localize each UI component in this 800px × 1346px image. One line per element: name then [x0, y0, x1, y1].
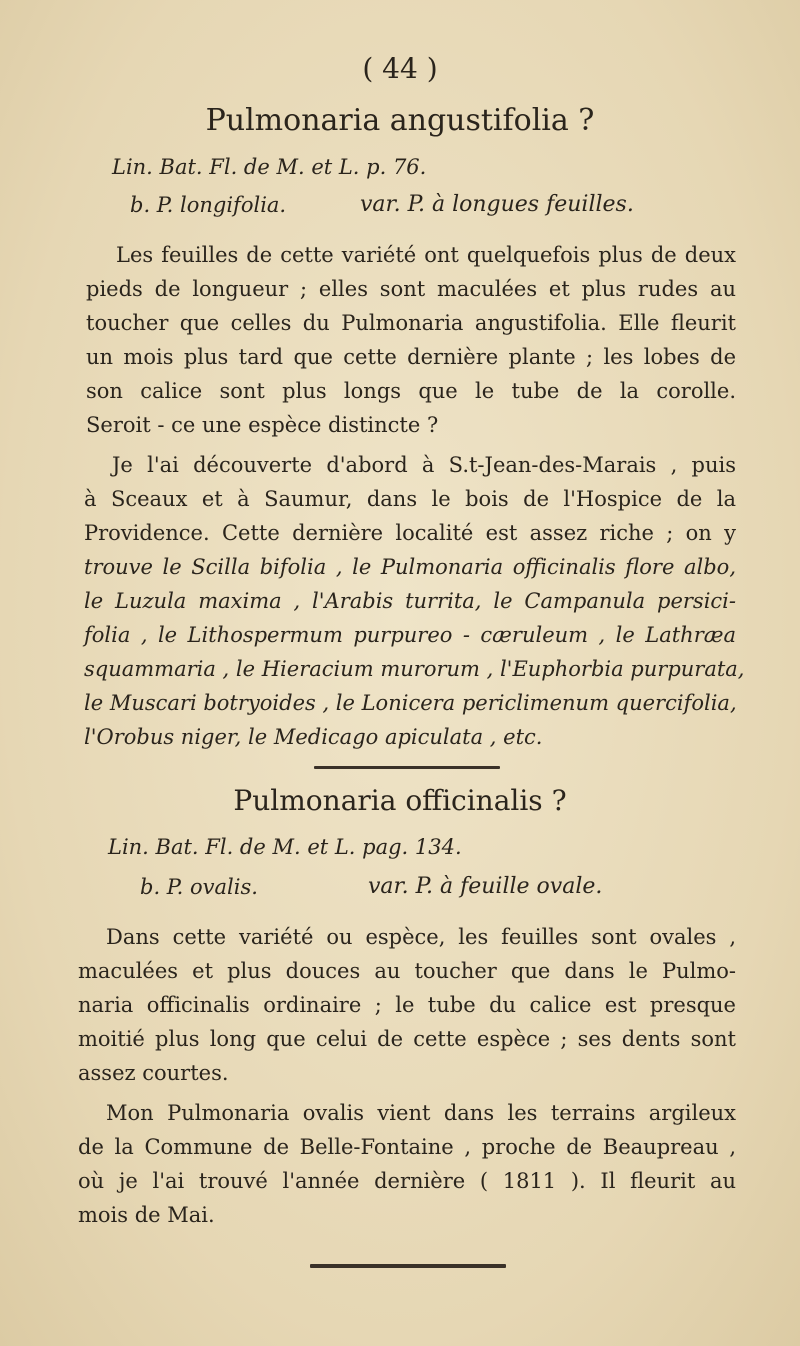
s1p1-line: Seroit - ce une espèce distincte ?	[86, 413, 439, 437]
s1p1-line: pieds de longueur ; elles sont maculées et plus rudes au	[86, 277, 736, 301]
s2p2-line: Mon Pulmonaria ovalis vient dans les terrains argileux	[106, 1101, 736, 1125]
s2p1-line: assez courtes.	[78, 1061, 229, 1085]
s1p1-line: un mois plus tard que cette dernière plante ; les lobes de	[86, 345, 736, 369]
s1p2-line: trouve le Scilla bifolia , le Pulmonaria officinalis flore albo,	[84, 555, 736, 579]
s1p2-line: Je l'ai découverte d'abord à S.t-Jean-des-Marais , puis	[112, 453, 736, 477]
s1p2-line: squammaria , le Hieracium murorum , l'Euphorbia purpurata,	[84, 657, 745, 681]
s2p1-line: maculées et plus douces au toucher que dans le Pulmo-	[78, 959, 736, 983]
section1-variety-label: var. P. à longues feuilles.	[360, 192, 634, 217]
s2p2-line: de la Commune de Belle-Fontaine , proche de Beaupreau ,	[78, 1135, 736, 1159]
section1-reference: Lin. Bat. Fl. de M. et L. p. 76.	[112, 155, 427, 179]
s1p2-line: à Sceaux et à Saumur, dans le bois de l'Hospice de la	[84, 487, 736, 511]
s1p2-line: l'Orobus niger, le Medicago apiculata , etc.	[84, 725, 543, 749]
section-title-angustifolia: Pulmonaria angustifolia ?	[205, 103, 595, 138]
section2-variety-label: var. P. à feuille ovale.	[368, 874, 603, 899]
s2p1-line: naria officinalis ordinaire ; le tube du calice est presque	[78, 993, 736, 1017]
section2-variety-code: b. P. ovalis.	[140, 875, 258, 899]
page-number: ( 44 )	[362, 52, 438, 85]
end-rule	[310, 1264, 506, 1268]
s1p1-line: Les feuilles de cette variété ont quelquefois plus de deux	[116, 243, 736, 267]
s2p1-line: Dans cette variété ou espèce, les feuilles sont ovales ,	[106, 925, 736, 949]
section-title-officinalis: Pulmonaria officinalis ?	[233, 784, 567, 817]
s2p2-line: mois de Mai.	[78, 1203, 215, 1227]
s2p2-line: où je l'ai trouvé l'année dernière ( 1811 ). Il fleurit au	[78, 1169, 736, 1193]
s2p1-line: moitié plus long que celui de cette espèce ; ses dents sont	[78, 1027, 736, 1051]
s1p2-line: Providence. Cette dernière localité est assez riche ; on y	[84, 521, 736, 545]
s1p2-line: folia , le Lithospermum purpureo - cæruleum , le Lathræa	[84, 623, 736, 647]
section2-reference: Lin. Bat. Fl. de M. et L. pag. 134.	[108, 835, 462, 859]
s1p2-line: le Muscari botryoides , le Lonicera periclimenum quercifolia,	[84, 691, 737, 715]
section1-variety-code: b. P. longifolia.	[130, 193, 287, 217]
s1p1-line: son calice sont plus longs que le tube de la corolle.	[86, 379, 736, 403]
section-divider	[314, 766, 500, 769]
s1p2-line: le Luzula maxima , l'Arabis turrita, le Campanula persici-	[84, 589, 736, 613]
s1p1-line: toucher que celles du Pulmonaria angustifolia. Elle fleurit	[86, 311, 736, 335]
